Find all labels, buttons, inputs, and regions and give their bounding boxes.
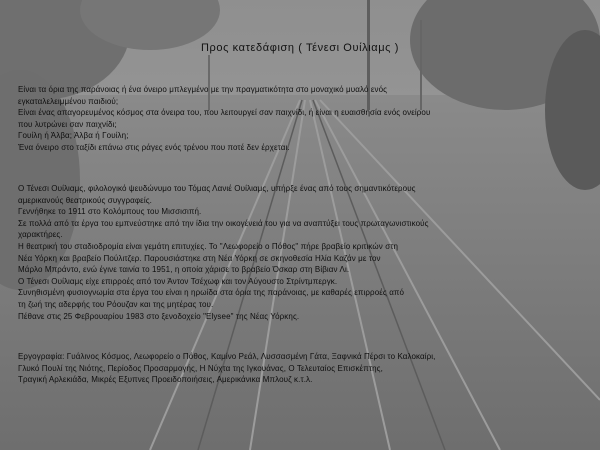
text-line: Συνηθισμένη φυσιογνωμία στα έργα του είναι η ηρωίδα στα όρια της παράνοιας, με καθαρές επιρροές από: [18, 288, 405, 298]
text-line: τη ζωή της αδερφής του Ρόουζαν και της μητέρας του.: [18, 299, 214, 309]
text-line: Μάρλο Μπράντο, ενώ έγινε ταινία το 1951, η οποία χάρισε το βραβείο Όσκαρ στη Βίβιαν Λι.: [18, 265, 350, 275]
text-line: Εργογραφία: Γυάλινος Κόσμος, Λεωφορείο ο Πόθος, Καμίνο Ρεάλ, Λυσσασμένη Γάτα, Ξαφνικά Πέρσι το Καλοκαίρι,: [18, 352, 436, 361]
text-line: Ο Τένεσι Ουίλιαμς, φιλολογικό ψευδώνυμο του Τόμας Λανιέ Ουίλιαμς, υπήρξε ένας από τους σημαντικότερους: [18, 184, 416, 193]
text-line: Τραγική Αρλεκιάδα, Μικρές Εξυπνες Προειδοποιήσεις, Αμερικάνικα Μπλουζ κ.τ.λ.: [18, 375, 313, 385]
text-line: Γλυκό Πουλί της Νιότης, Περίοδος Προσαρμογής, Η Νύχτα της Ιγκουάνας, Ο Τελευταίος Επισκέπτης,: [18, 363, 383, 373]
text-line: εγκαταλελειμμένου παιδιού;: [18, 96, 119, 106]
text-line: Ένα όνειρο στο ταξίδι επάνω στις ράγες ενός τρένου που ποτέ δεν έρχεται.: [18, 142, 290, 152]
text-line: που λυτρώνει σαν παιχνίδι;: [18, 119, 117, 129]
text-line: Νέα Υόρκη και βραβείο Πούλιτζερ. Παρουσιάστηκε στη Νέα Υόρκη σε σκηνοθεσία Ηλία Καζάν με τον: [18, 253, 381, 263]
text-line: Ο Τένεσι Ουίλιαμς είχε επιρροές από τον Άντον Τσέχωφ και τον Αύγουστο Στρίντμπεργκ.: [18, 276, 338, 286]
text-line: Πέθανε στις 25 Φεβρουαρίου 1983 στο ξενοδοχείο "Elysee" της Νέας Υόρκης.: [18, 311, 300, 321]
text-line: Είναι ένας απαγορευμένος κόσμος στα όνειρα του, που λειτουργεί σαν παιχνίδι, ή είναι η ευαισθησία ενός ονείρου: [18, 108, 431, 118]
bibliography-paragraph: [18, 351, 584, 386]
text-line: Γεννήθηκε το 1911 στο Κολόμπους του Μισσισιπή.: [18, 207, 202, 217]
text-line: Γουίλη ή Άλβα; Άλβα ή Γουίλη;: [18, 131, 129, 141]
text-line: αμερικανούς θεατρικούς συγγραφείς.: [18, 195, 152, 205]
biography-paragraph: [18, 183, 584, 322]
text-line: Η θεατρική του σταδιοδρομία είναι γεμάτη επιτυχίες. Το "Λεωφορείο ο Πόθος" πήρε βραβείο κριτικών στη: [18, 241, 399, 251]
intro-paragraph: [18, 84, 584, 154]
page-title: Προς κατεδάφιση ( Τένεσι Ουίλιαμς ): [201, 42, 399, 54]
text-line: Είναι τα όρια της παράνοιας ή ένα όνειρο μπλεγμένο με την πραγματικότητα στο μοναχικό μυαλό ενός: [18, 85, 388, 94]
text-line: Σε πολλά από τα έργα του εμπνεύστηκε από την ίδια την οικογένειά του για να αναπτύξει τους πρωταγωνιστικούς: [18, 218, 429, 228]
text-line: χαρακτήρες.: [18, 230, 63, 240]
